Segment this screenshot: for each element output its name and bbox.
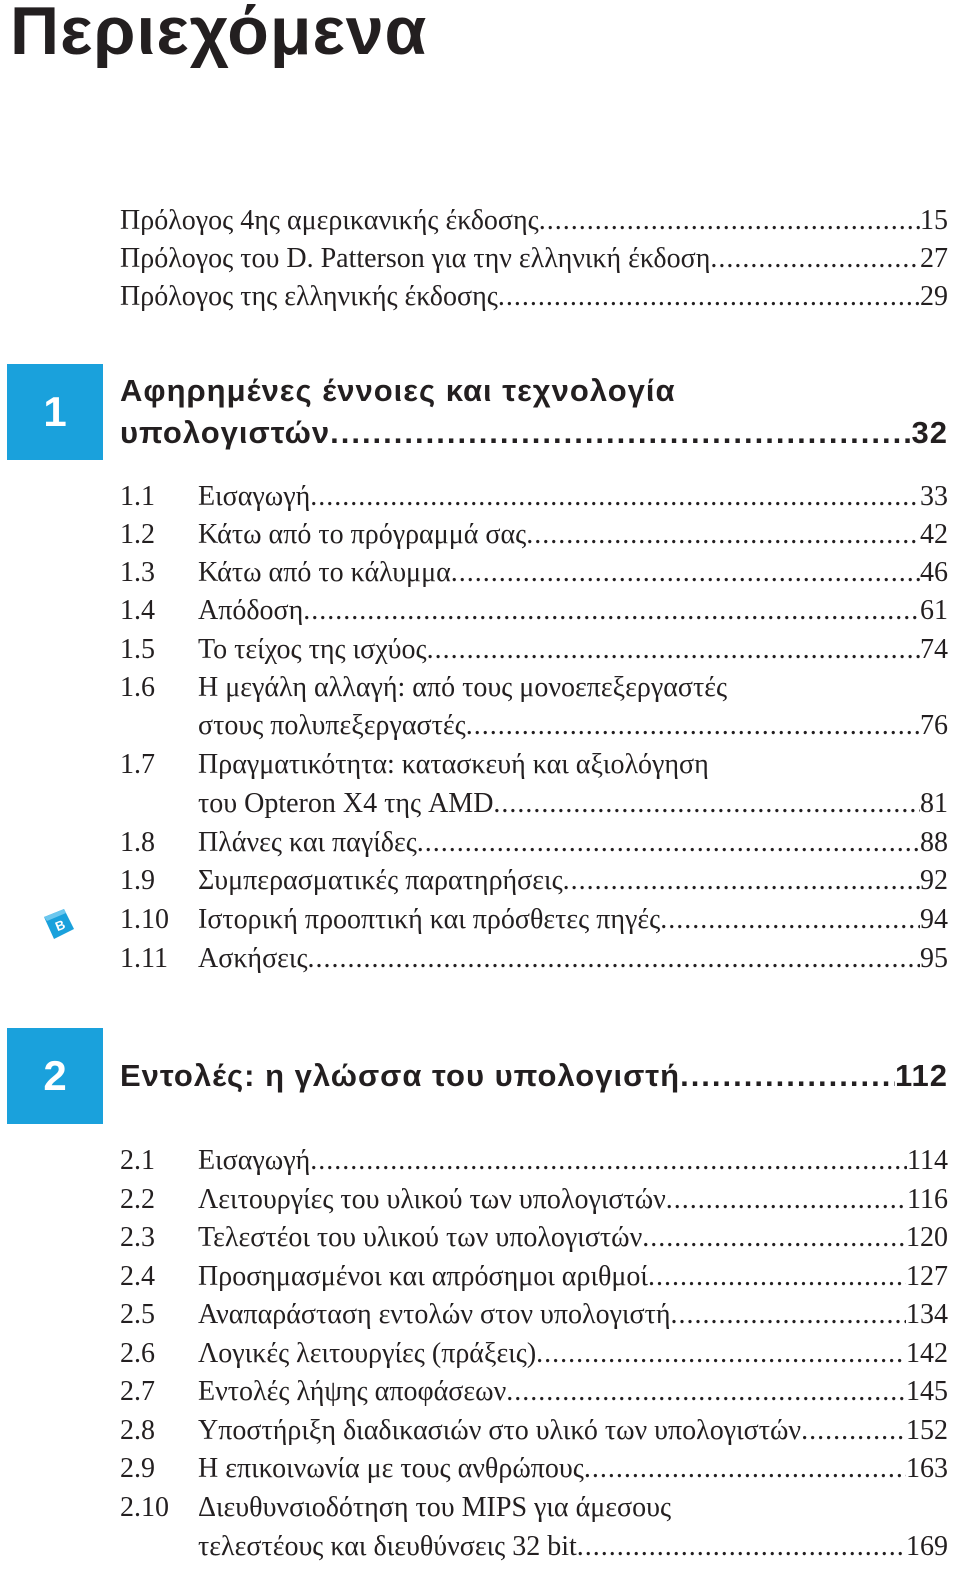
- entry-title: Ιστορική προοπτική και πρόσθετες πηγές: [198, 904, 661, 935]
- entry-title: στους πολυπεξεργαστές: [198, 710, 466, 741]
- section-number: 2.4: [120, 1261, 155, 1292]
- toc-entry-preface-1[interactable]: [120, 202, 948, 240]
- toc-entry-1-11[interactable]: [120, 940, 948, 978]
- section-number: 1.10: [120, 904, 169, 935]
- dot-leader: [536, 1335, 906, 1373]
- chapter-number-box: 1: [7, 364, 103, 460]
- section-number: 2.10: [120, 1492, 169, 1523]
- chapter-title-line2: υπολογιστών: [120, 415, 331, 450]
- page-title: Περιεχόμενα: [10, 0, 428, 69]
- toc-entry-1-6[interactable]: [120, 707, 948, 745]
- entry-title: Εντολές λήψης αποφάσεων: [198, 1376, 507, 1407]
- toc-entry-1-2[interactable]: [120, 516, 948, 554]
- toc-entry-2-10-line1[interactable]: [120, 1489, 948, 1527]
- toc-entry-2-5[interactable]: [120, 1296, 948, 1334]
- entry-page: 134: [906, 1299, 948, 1330]
- toc-entry-2-9[interactable]: [120, 1450, 948, 1488]
- toc-entry-preface-3[interactable]: [120, 278, 948, 316]
- chapter-title[interactable]: [120, 1055, 948, 1097]
- toc-entry-2-3[interactable]: [120, 1219, 948, 1257]
- chapter-title-line1: Εντολές: η γλώσσα του υπολογιστή: [120, 1058, 681, 1093]
- entry-title: Απόδοση: [198, 595, 304, 626]
- chapter-page: 32: [911, 415, 948, 450]
- entry-page: 92: [920, 865, 948, 896]
- entry-title: Πλάνες και παγίδες: [198, 827, 417, 858]
- entry-page: 169: [906, 1531, 948, 1562]
- toc-entry-1-5[interactable]: [120, 631, 948, 669]
- entry-title: Κάτω από το πρόγραμμά σας: [198, 519, 527, 550]
- entry-page: 88: [920, 827, 948, 858]
- dot-leader: [801, 1412, 906, 1450]
- section-number: 1.3: [120, 557, 155, 588]
- entry-page: 46: [920, 557, 948, 588]
- entry-title: Προσημασμένοι και απρόσημοι αριθμοί: [198, 1261, 648, 1292]
- section-number: 1.9: [120, 865, 155, 896]
- dot-leader: [310, 478, 920, 516]
- dot-leader: [493, 785, 920, 823]
- section-number: 2.1: [120, 1145, 155, 1176]
- dot-leader: [506, 1373, 906, 1411]
- entry-page: 145: [906, 1376, 948, 1407]
- entry-page: 94: [920, 904, 948, 935]
- dot-leader: [498, 278, 920, 316]
- toc-entry-1-10[interactable]: [120, 901, 948, 939]
- section-number: 2.5: [120, 1299, 155, 1330]
- section-number: 2.7: [120, 1376, 155, 1407]
- entry-page: 15: [920, 205, 948, 236]
- entry-title: Πρόλογος του D. Patterson για την ελληνική έκδοση: [120, 243, 711, 274]
- toc-entry-2-10[interactable]: [120, 1528, 948, 1566]
- section-number: 2.2: [120, 1184, 155, 1215]
- toc-entry-2-1[interactable]: [120, 1142, 948, 1180]
- dot-leader: [308, 940, 920, 978]
- section-number: 1.8: [120, 827, 155, 858]
- section-number: 1.1: [120, 481, 155, 512]
- entry-page: 163: [906, 1453, 948, 1484]
- section-number: 1.7: [120, 749, 155, 780]
- entry-title: Λειτουργίες του υλικού των υπολογιστών: [198, 1184, 666, 1215]
- entry-title: Συμπερασματικές παρατηρήσεις: [198, 865, 563, 896]
- toc-entry-1-9[interactable]: [120, 862, 948, 900]
- section-number: 1.4: [120, 595, 155, 626]
- entry-title: τελεστέους και διευθύνσεις 32 bit: [198, 1531, 577, 1562]
- entry-page: 29: [920, 281, 948, 312]
- entry-title: Το τείχος της ισχύος: [198, 634, 427, 665]
- section-number: 2.3: [120, 1222, 155, 1253]
- section-number: 1.6: [120, 672, 155, 703]
- chapter-number-box: 2: [7, 1028, 103, 1124]
- toc-entry-preface-2[interactable]: [120, 240, 948, 278]
- entry-title: του Opteron X4 της AMD: [198, 788, 494, 819]
- entry-title: Αναπαράσταση εντολών στον υπολογιστή: [198, 1299, 671, 1330]
- dot-leader: [710, 240, 920, 278]
- dot-leader: [539, 202, 920, 240]
- entry-title-line1: Η μεγάλη αλλαγή: από τους μονοεπεξεργαστές: [198, 672, 728, 703]
- chapter-title-line1: Αφηρημένες έννοιες και τεχνολογία: [120, 373, 676, 408]
- chapter-page: 112: [894, 1058, 948, 1093]
- toc-entry-1-7-line1[interactable]: [120, 746, 948, 784]
- entry-page: 114: [907, 1145, 948, 1176]
- entry-page: 120: [906, 1222, 948, 1253]
- dot-leader: [563, 862, 920, 900]
- entry-title-line1: Διευθυνσιοδότηση του MIPS για άμεσους: [198, 1492, 672, 1523]
- toc-entry-2-4[interactable]: [120, 1258, 948, 1296]
- entry-title-line1: Πραγματικότητα: κατασκευή και αξιολόγηση: [198, 749, 709, 780]
- svg-text:B: B: [53, 916, 68, 935]
- entry-page: 33: [920, 481, 948, 512]
- entry-title: Εισαγωγή: [198, 1145, 311, 1176]
- toc-entry-1-8[interactable]: [120, 824, 948, 862]
- entry-title: Υποστήριξη διαδικασιών στο υλικό των υπολογιστών: [198, 1415, 802, 1446]
- toc-entry-1-1[interactable]: [120, 478, 948, 516]
- toc-entry-1-3[interactable]: [120, 554, 948, 592]
- section-number: 1.2: [120, 519, 155, 550]
- entry-page: 61: [920, 595, 948, 626]
- web-b-icon: [42, 907, 76, 941]
- entry-page: 74: [920, 634, 948, 665]
- dot-leader: [584, 1450, 906, 1488]
- entry-page: 27: [920, 243, 948, 274]
- dot-leader: [660, 901, 920, 939]
- dot-leader: [680, 1055, 895, 1097]
- dot-leader: [303, 592, 920, 630]
- toc-entry-1-6-line1[interactable]: [120, 669, 948, 707]
- entry-page: 127: [906, 1261, 948, 1292]
- dot-leader: [310, 1142, 907, 1180]
- entry-page: 152: [906, 1415, 948, 1446]
- entry-title: Λογικές λειτουργίες (πράξεις): [198, 1338, 537, 1369]
- section-number: 2.6: [120, 1338, 155, 1369]
- dot-leader: [526, 516, 920, 554]
- dot-leader: [451, 554, 920, 592]
- entry-page: 81: [920, 788, 948, 819]
- entry-page: 95: [920, 943, 948, 974]
- dot-leader: [648, 1258, 906, 1296]
- toc-entry-2-7[interactable]: [120, 1373, 948, 1411]
- toc-entry-2-6[interactable]: [120, 1335, 948, 1373]
- entry-page: 142: [906, 1338, 948, 1369]
- dot-leader: [666, 1181, 907, 1219]
- toc-entry-2-8[interactable]: [120, 1412, 948, 1450]
- entry-title: Τελεστέοι του υλικού των υπολογιστών: [198, 1222, 643, 1253]
- toc-entry-1-7[interactable]: [120, 785, 948, 823]
- entry-page: 42: [920, 519, 948, 550]
- entry-page: 76: [920, 710, 948, 741]
- dot-leader: [330, 412, 911, 454]
- chapter-title[interactable]: [120, 370, 948, 454]
- entry-title: Εισαγωγή: [198, 481, 311, 512]
- section-number: 1.5: [120, 634, 155, 665]
- dot-leader: [671, 1296, 907, 1334]
- toc-entry-1-4[interactable]: [120, 592, 948, 630]
- entry-title: Ασκήσεις: [198, 943, 308, 974]
- dot-leader: [427, 631, 920, 669]
- dot-leader: [577, 1528, 906, 1566]
- section-number: 2.9: [120, 1453, 155, 1484]
- entry-title: Πρόλογος της ελληνικής έκδοσης: [120, 281, 498, 312]
- section-number: 2.8: [120, 1415, 155, 1446]
- dot-leader: [466, 707, 920, 745]
- entry-title: Κάτω από το κάλυμμα: [198, 557, 451, 588]
- toc-entry-2-2[interactable]: [120, 1181, 948, 1219]
- section-number: 1.11: [120, 943, 168, 974]
- dot-leader: [642, 1219, 906, 1257]
- entry-title: Πρόλογος 4ης αμερικανικής έκδοσης: [120, 205, 539, 236]
- entry-page: 116: [907, 1184, 948, 1215]
- entry-title: Η επικοινωνία με τους ανθρώπους: [198, 1453, 584, 1484]
- dot-leader: [417, 824, 920, 862]
